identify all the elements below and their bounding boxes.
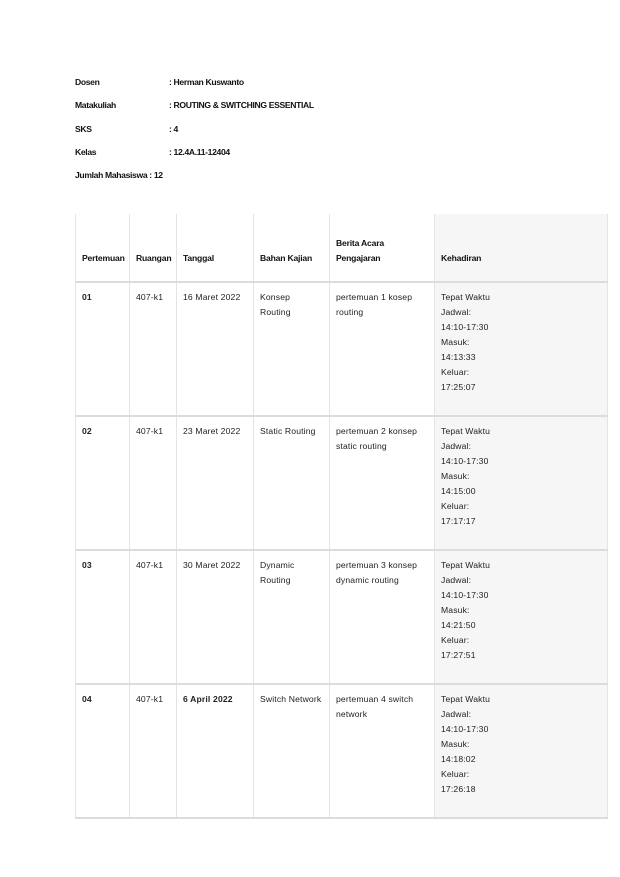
kehadiran-keluar-label: Keluar: — [441, 635, 470, 645]
kehadiran-keluar: 17:27:51 — [441, 650, 476, 660]
kehadiran-keluar-label: Keluar: — [441, 769, 470, 779]
cell-berita-acara: pertemuan 4 switch network — [330, 684, 435, 818]
table-row — [76, 416, 608, 550]
info-value: Jumlah Mahasiswa : 12 — [75, 170, 163, 180]
info-label: Matakuliah — [75, 100, 116, 110]
info-label: SKS — [75, 124, 92, 134]
cell-ruangan: 407-k1 — [130, 550, 177, 684]
cell-kehadiran — [435, 684, 608, 818]
kehadiran-keluar: 17:26:18 — [441, 784, 476, 794]
cell-berita-acara: pertemuan 2 konsep static routing — [330, 416, 435, 550]
kehadiran-jadwal-label: Jadwal: — [441, 709, 472, 719]
cell-pertemuan: 04 — [76, 684, 130, 818]
info-value: : ROUTING & SWITCHING ESSENTIAL — [169, 100, 314, 110]
kehadiran-jadwal-label: Jadwal: — [441, 307, 472, 317]
kehadiran-masuk-label: Masuk: — [441, 739, 470, 749]
header-kehadiran: Kehadiran — [435, 214, 608, 282]
cell-tanggal: 16 Maret 2022 — [177, 282, 254, 416]
cell-pertemuan: 01 — [76, 282, 130, 416]
kehadiran-status: Tepat Waktu — [441, 694, 491, 704]
kehadiran-keluar-label: Keluar: — [441, 367, 470, 377]
header-tanggal: Tanggal — [177, 214, 254, 282]
cell-ruangan: 407-k1 — [130, 416, 177, 550]
kehadiran-masuk-label: Masuk: — [441, 337, 470, 347]
info-label: Dosen — [75, 77, 100, 87]
cell-tanggal: 30 Maret 2022 — [177, 550, 254, 684]
table-header-row — [76, 214, 608, 282]
cell-bahan-kajian: Switch Network — [254, 684, 330, 818]
info-value: : 12.4A.11-12404 — [169, 147, 230, 157]
table-row — [76, 282, 608, 416]
cell-berita-acara: pertemuan 3 konsep dynamic routing — [330, 550, 435, 684]
table-row — [76, 550, 608, 684]
kehadiran-jadwal: 14:10-17:30 — [441, 590, 489, 600]
kehadiran-masuk-label: Masuk: — [441, 471, 470, 481]
info-value: : 4 — [169, 124, 178, 134]
kehadiran-masuk: 14:21:50 — [441, 620, 476, 630]
kehadiran-masuk: 14:15:00 — [441, 486, 476, 496]
kehadiran-jadwal: 14:10-17:30 — [441, 456, 489, 466]
header-berita-acara: Berita Acara Pengajaran — [330, 214, 435, 282]
cell-kehadiran — [435, 282, 608, 416]
header-pertemuan: Pertemuan — [76, 214, 130, 282]
kehadiran-jadwal: 14:10-17:30 — [441, 724, 489, 734]
cell-ruangan: 407-k1 — [130, 282, 177, 416]
kehadiran-masuk: 14:18:02 — [441, 754, 476, 764]
kehadiran-status: Tepat Waktu — [441, 560, 491, 570]
cell-tanggal: 23 Maret 2022 — [177, 416, 254, 550]
attendance-table — [75, 214, 608, 819]
header-ruangan: Ruangan — [130, 214, 177, 282]
info-jumlah-mahasiswa — [75, 170, 163, 180]
kehadiran-keluar-label: Keluar: — [441, 501, 470, 511]
cell-tanggal: 6 April 2022 — [177, 684, 254, 818]
kehadiran-status: Tepat Waktu — [441, 292, 491, 302]
cell-ruangan: 407-k1 — [130, 684, 177, 818]
cell-kehadiran — [435, 416, 608, 550]
kehadiran-keluar: 17:17:17 — [441, 516, 476, 526]
cell-bahan-kajian: Konsep Routing — [254, 282, 330, 416]
cell-pertemuan: 03 — [76, 550, 130, 684]
kehadiran-masuk-label: Masuk: — [441, 605, 470, 615]
cell-berita-acara: pertemuan 1 kosep routing — [330, 282, 435, 416]
header-bahan-kajian: Bahan Kajian — [254, 214, 330, 282]
info-label: Kelas — [75, 147, 97, 157]
cell-bahan-kajian: Static Routing — [254, 416, 330, 550]
info-value: : Herman Kuswanto — [169, 77, 244, 87]
cell-kehadiran — [435, 550, 608, 684]
kehadiran-jadwal-label: Jadwal: — [441, 441, 472, 451]
kehadiran-status: Tepat Waktu — [441, 426, 491, 436]
kehadiran-jadwal: 14:10-17:30 — [441, 322, 489, 332]
kehadiran-keluar: 17:25:07 — [441, 382, 476, 392]
cell-pertemuan: 02 — [76, 416, 130, 550]
table-row — [76, 684, 608, 818]
kehadiran-masuk: 14:13:33 — [441, 352, 476, 362]
kehadiran-jadwal-label: Jadwal: — [441, 575, 472, 585]
cell-bahan-kajian: Dynamic Routing — [254, 550, 330, 684]
